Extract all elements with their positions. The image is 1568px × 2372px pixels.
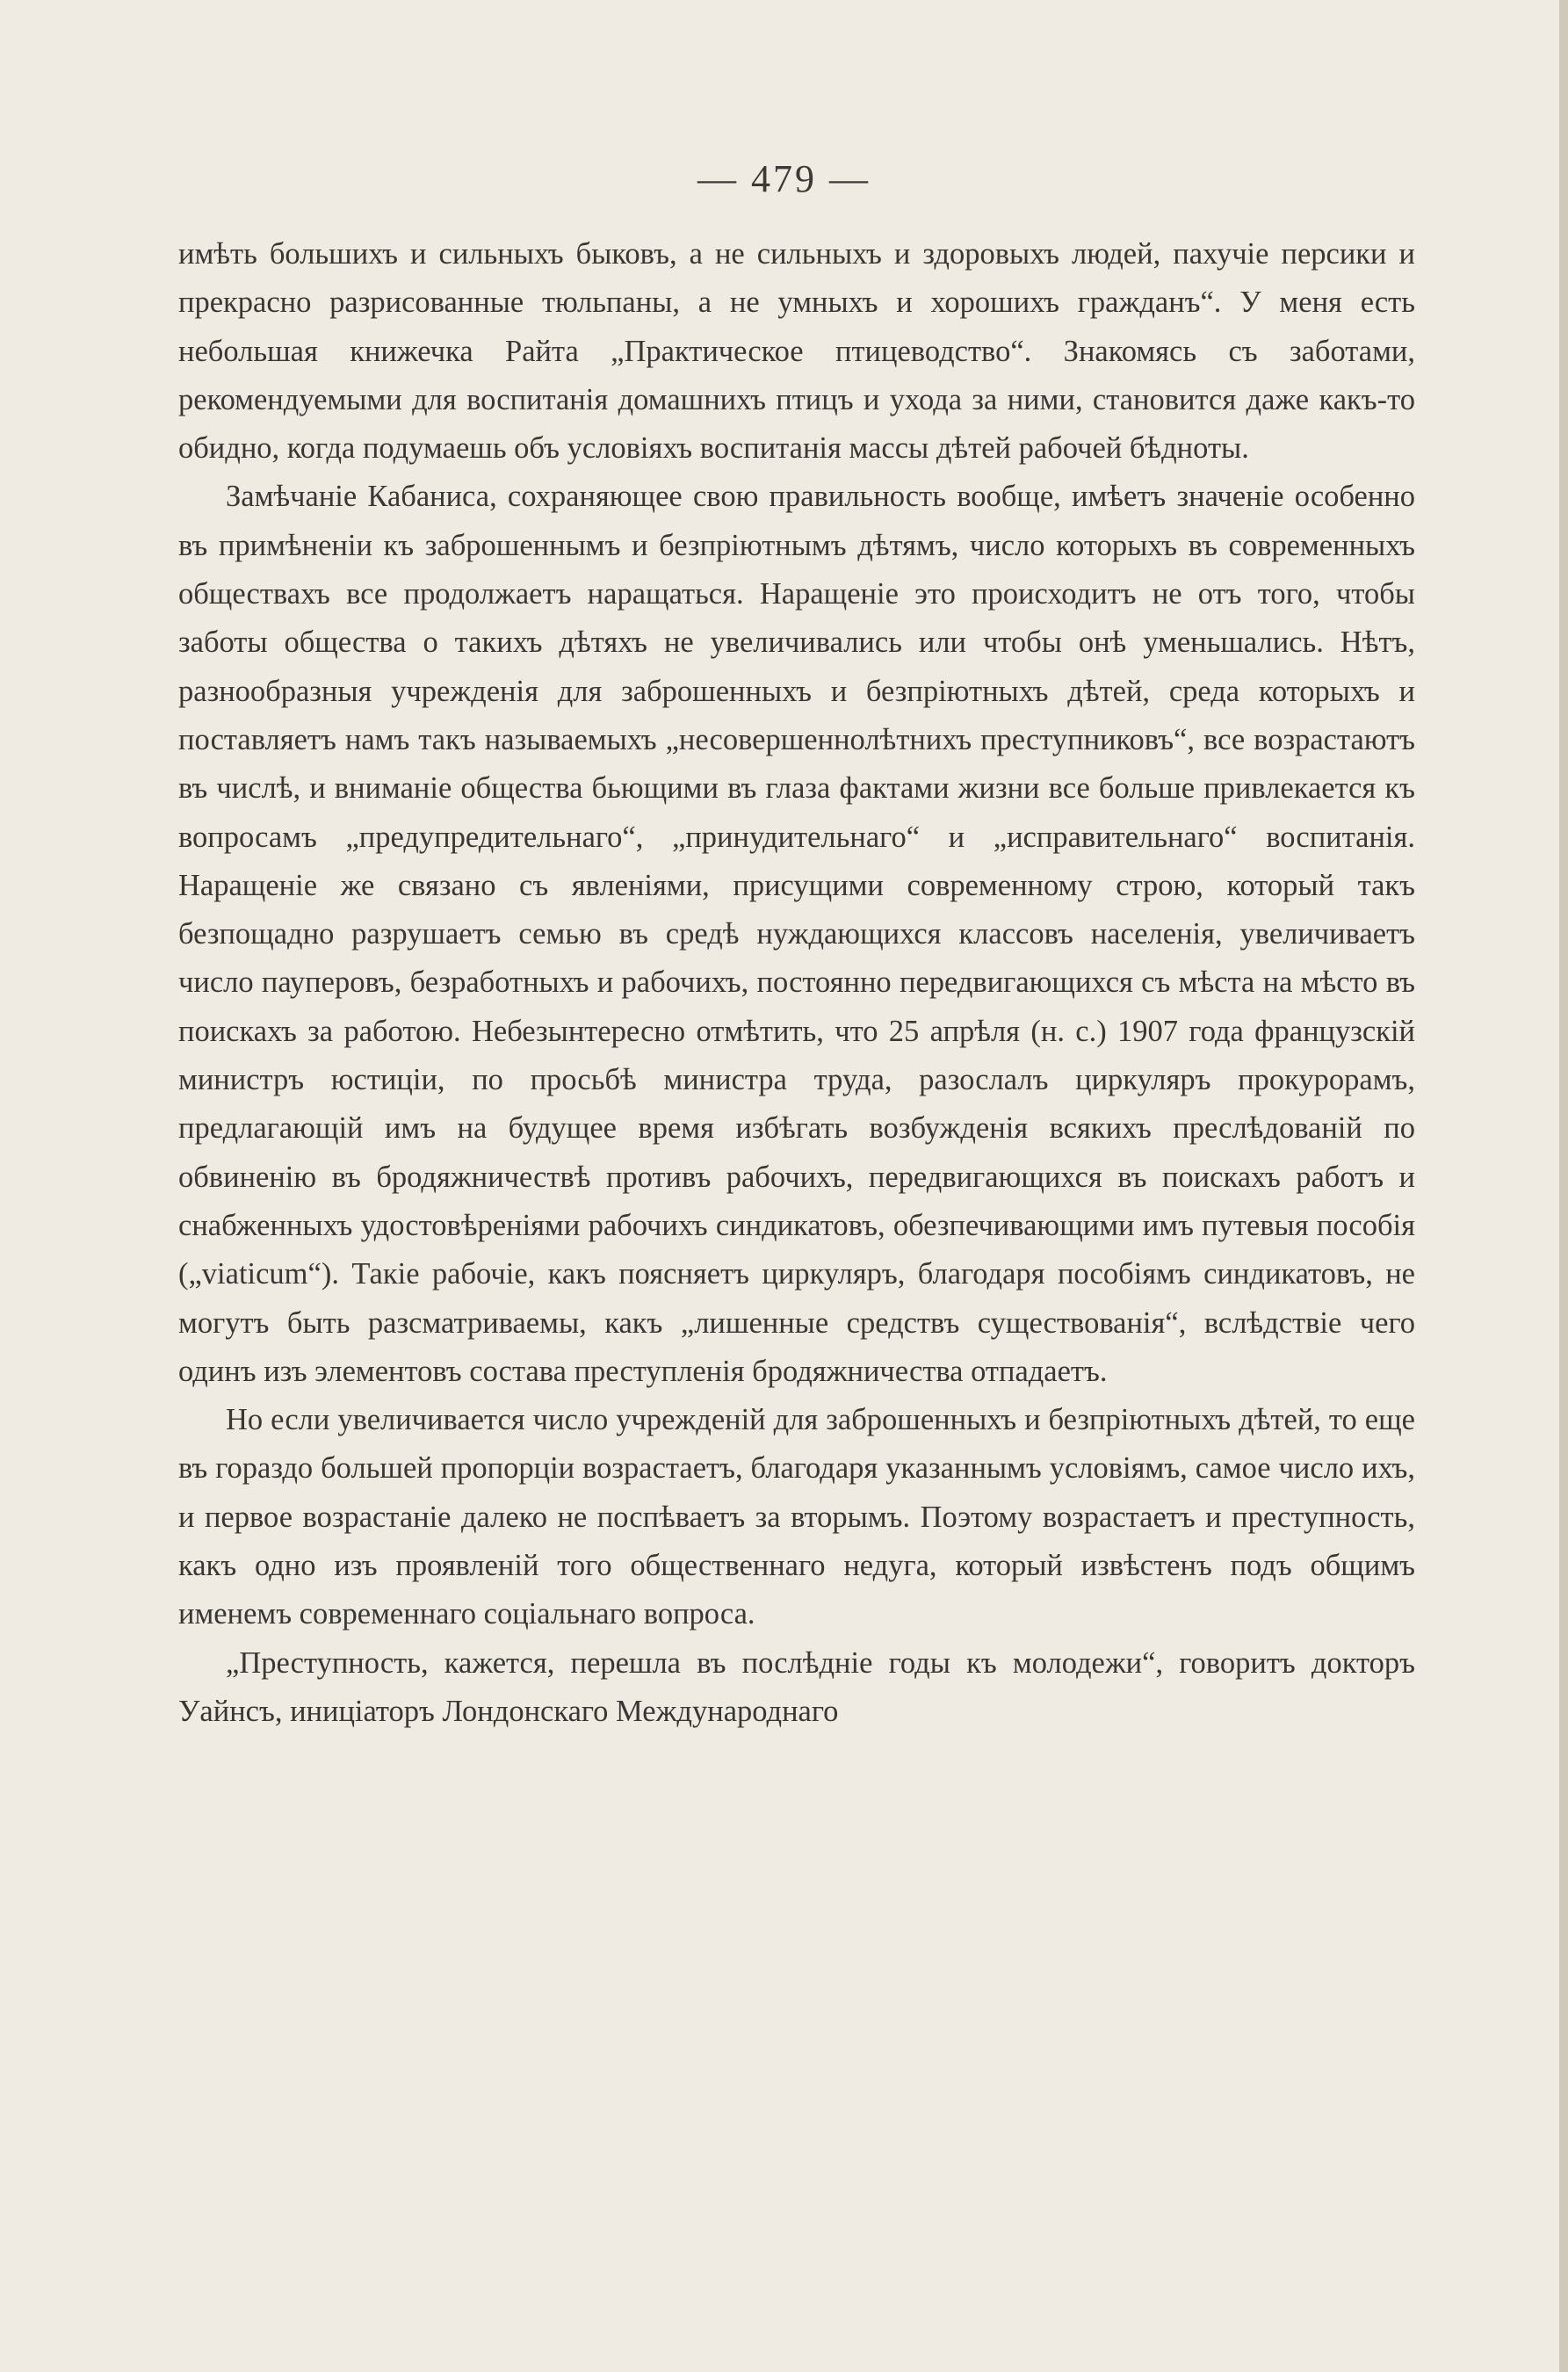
paragraph-3: Но если увеличивается число учрежденій для заброшенныхъ и безпріютныхъ дѣтей, то еще въ гораздо большей пропорціи возрастаетъ, благодаря указаннымъ условіямъ, самое число ихъ, и первое возрастаніе далеко не поспѣваетъ за вторымъ. Поэтому возрастаетъ и преступность, какъ одно изъ проявленій того общественнаго недуга, который извѣстенъ подъ общимъ именемъ современнаго соціальнаго вопроса.: [178, 1403, 1415, 1631]
page-edge-shadow: [1559, 0, 1568, 2372]
paragraph-1: имѣть большихъ и сильныхъ быковъ, а не сильныхъ и здоровыхъ людей, пахучіе персики и прекрасно разрисованные тюльпаны, а не умныхъ и хорошихъ гражданъ“. У меня есть небольшая книжечка Райта „Практическое птицеводство“. Знакомясь съ заботами, рекомендуемыми для воспитанія домашнихъ птицъ и ухода за ними, становится даже какъ-то обидно, когда подумаешь объ условіяхъ воспитанія массы дѣтей рабочей бѣдноты.: [178, 237, 1415, 466]
paragraph-2: Замѣчаніе Кабаниса, сохраняющее свою правильность вообще, имѣетъ значеніе особенно въ примѣненіи къ заброшеннымъ и безпріютнымъ дѣтямъ, число которыхъ въ современныхъ обществахъ все продолжаетъ наращаться. Наращеніе это происходитъ не отъ того, чтобы заботы общества о такихъ дѣтяхъ не увеличивались или чтобы онѣ уменьшались. Нѣтъ, разнообразныя учрежденія для заброшенныхъ и безпріютныхъ дѣтей, среда которыхъ и поставляетъ намъ такъ называемыхъ „несовершеннолѣтнихъ преступниковъ“, все возрастаютъ въ числѣ, и вниманіе общества бьющими въ глаза фактами жизни все больше привлекается къ вопросамъ „предупредительнаго“, „принудительнаго“ и „исправительнаго“ воспитанія. Наращеніе же связано съ явленіями, присущими современному строю, который такъ безпощадно разрушаетъ семью въ средѣ нуждающихся классовъ населенія, увеличиваетъ число пауперовъ, безработныхъ и рабочихъ, постоянно передвигающихся съ мѣста на мѣсто въ поискахъ за работою. Небезынтересно отмѣтить, что 25 апрѣля (н. с.) 1907 года французскій министръ юстиціи, по просьбѣ министра труда, разослалъ циркуляръ прокурорамъ, предлагающій имъ на будущее время избѣгать возбужденія всякихъ преслѣдованій по обвиненію въ бродяжничествѣ противъ рабочихъ, передвигающихся въ поискахъ работъ и снабженныхъ удостовѣреніями рабочихъ синдикатовъ, обезпечивающими имъ путевыя пособія („viaticum“). Такіе рабочіе, какъ поясняетъ циркуляръ, благодаря пособіямъ синдикатовъ, не могутъ быть разсматриваемы, какъ „лишенные средствъ существованія“, вслѣдствіе чего одинъ изъ элементовъ состава преступленія бродяжничества отпадаетъ.: [178, 480, 1415, 1388]
paragraph-4: „Преступность, кажется, перешла въ послѣдніе годы къ молодежи“, говоритъ докторъ Уайнсъ, иниціаторъ Лондонскаго Международнаго: [178, 1645, 1415, 1728]
page-number: — 479 —: [697, 157, 871, 200]
body-text: [178, 230, 1415, 1736]
